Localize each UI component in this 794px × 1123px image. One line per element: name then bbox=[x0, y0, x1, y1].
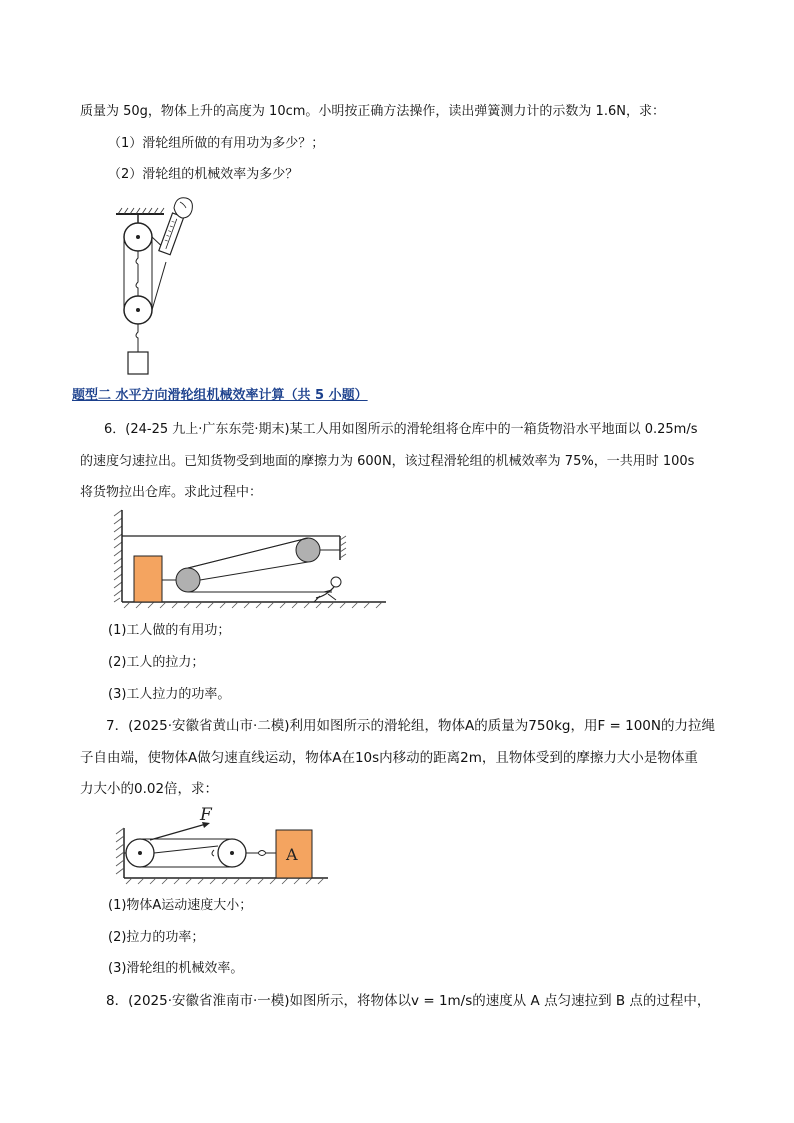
block-a-label: A bbox=[286, 845, 298, 864]
q7-line-3: 力大小的0.02倍，求： bbox=[80, 781, 219, 797]
q7-question-3: (3)滑轮组的机械效率。 bbox=[108, 961, 244, 976]
figure-block-a-pulley bbox=[110, 802, 332, 888]
intro-question-2: （2）滑轮组的机械效率为多少？ bbox=[108, 167, 299, 182]
q7-question-2: (2)拉力的功率； bbox=[108, 930, 205, 945]
q6-question-1: (1)工人做的有用功； bbox=[108, 623, 231, 638]
q6-line-2: 的速度匀速拉出。已知货物受到地面的摩擦力为 600N，该过程滑轮组的机械效率为 75%，一共用时 100s bbox=[80, 454, 695, 469]
section-title: 题型二 水平方向滑轮组机械效率计算（共 5 小题） bbox=[72, 388, 368, 403]
intro-line-1: 质量为 50g，物体上升的高度为 10cm。小明按正确方法操作，读出弹簧测力计的示数为 1.6N，求： bbox=[80, 104, 665, 119]
q6-line-1: 6．(24-25 九上·广东东莞·期末)某工人用如图所示的滑轮组将仓库中的一箱货物沿水平地面以 0.25m/s bbox=[104, 422, 698, 437]
q6-question-3: (3)工人拉力的功率。 bbox=[108, 687, 231, 702]
q8-line-1: 8．(2025·安徽省淮南市·一模)如图所示，将物体以v = 1m/s的速度从 A 点匀速拉到 B 点的过程中， bbox=[106, 993, 711, 1009]
q6-line-3: 将货物拉出仓库。求此过程中： bbox=[80, 485, 263, 500]
q7-line-1: 7．(2025·安徽省黄山市·二模)利用如图所示的滑轮组，物体A的质量为750kg，用F = 100N的力拉绳 bbox=[106, 718, 715, 734]
figure-warehouse-pulley bbox=[110, 508, 390, 616]
figure-vertical-pulley bbox=[110, 192, 210, 380]
q7-line-2: 子自由端，使物体A做匀速直线运动，物体A在10s内移动的距离2m，且物体受到的摩擦力大小是物体重 bbox=[80, 750, 698, 766]
force-label: F bbox=[200, 805, 212, 825]
q7-question-1: (1)物体A运动速度大小； bbox=[108, 898, 253, 913]
q6-question-2: (2)工人的拉力； bbox=[108, 655, 205, 670]
intro-question-1: （1）滑轮组所做的有用功为多少？； bbox=[108, 136, 325, 151]
